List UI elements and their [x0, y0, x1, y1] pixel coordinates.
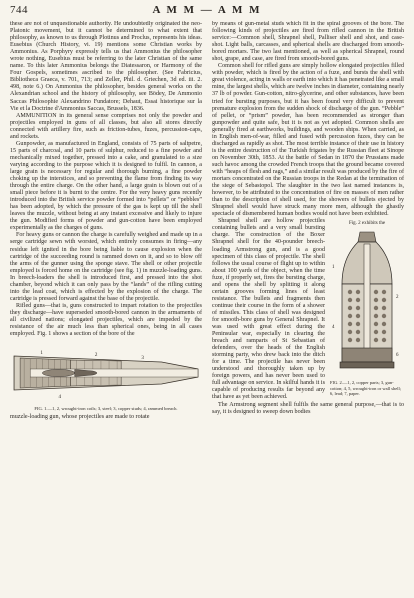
figure-2-shrapnel-shell: [330, 220, 404, 396]
shrapnel-shell-illustration: [330, 228, 404, 378]
svg-text:4: 4: [58, 395, 62, 401]
right-column: [212, 21, 404, 596]
svg-text:3: 3: [141, 356, 144, 362]
page-header: [10, 4, 404, 17]
figure-1-gun-section: [10, 342, 202, 404]
paragraph: The Armstrong segment shell fulfils the same general purpose,—that is to say, it is designed to sweep down bodies: [212, 401, 404, 415]
figure-2-caption: FIG. 2.—1, 2, copper parts; 3, gun-cotton; 4, 5, wrought-iron or wall shell; 6, lead; 7, paper.: [330, 380, 401, 396]
text-columns: [10, 21, 404, 596]
paragraph: muzzle-loading gun, whose projectiles are made to rotate: [10, 413, 150, 420]
paragraph: AMMUNITION in its general sense comprises not only the powder and projectiles employed in guns of all classes, but also all stores directly connected with artillery fire, such as friction-tubes, fuzes, percussion-caps, and rockets.: [10, 112, 202, 140]
running-title: A M M — A M M: [152, 4, 262, 16]
figure-1-caption: FIG. 1.—1, 2, wrought-iron coils; 3, steel; 3, copper studs; 4, rammed breach.: [34, 406, 178, 412]
paragraph: these are not of unquestionable authority. He undoubtedly originated the neo-Platonic movement, but it cannot be determined to what extent that philosophy, as known to us through Plotinus and Proclus, represents his ideas. Eusebius (Church History, vi. 19) mentions some Christian works by Ammonius. As Porphyry expressly tells us that Ammonius the philosopher wrote nothing, Eusebius must be referring to the later Christian of the same name. To this later Ammonius belongs the Diatessaron, or Harmony of the Four Gospels, sometimes ascribed to the philosopher. (See Fabricius, Bibliotheca Graeca, v. 701, 713; and Zeller, Phil. d. Griechen, 3d ed. iii. 2. 498, note 6.) On Ammonius the philosopher, besides general works on the Alexandrian school and the history of philosophy, see Bödey, De Ammonio Saccas Philosophie Alexandrino Fundatore; Dehaut, Essai historique sur la Vie et la Doctrine d'Ammonius Saccas, Brussels, 1836.: [10, 21, 202, 112]
gun-section-illustration: [10, 342, 202, 404]
svg-text:1: 1: [40, 351, 43, 357]
svg-text:6: 6: [396, 353, 399, 359]
paragraph: Rifled guns—that is, guns constructed to impart rotation to the projectiles they discharge—have superseded smooth-bored cannon in the armaments of all civilized nations; elongated projectiles, which are impeded by the resistance of the air much less than spherical ones, being in all cases employed. Fig. 1 shows a section of the bore of the: [10, 302, 202, 338]
svg-text:2: 2: [94, 353, 98, 359]
svg-text:2: 2: [396, 295, 399, 301]
paragraph: Shrapnel shell are hollow projectiles containing bullets and a very small bursting charge. The construction of the Boxer Shrapnel shell for the 40-pounder breech-loading Armstrong gun, and is a good specimen of this class of projectile. The shell follows the usual course of flight up to within about 100 yards of the object, when the time fuze, if properly set, fires the bursting charge, and opens the shell by splitting it along certain grooves forming lines of least resistance. The bullets and fragments then continue their course in the form of a shower of missiles. This class of shell was designed for smooth-bore guns by General Shrapnel. It was used with great effect during the Peninsular war, especially in clearing the breach and ramparts of St Sebastian of defenders, over the heads of the English storming party, who drew back into the ditch for a time. The projectile has never been understood and thoroughly taken up by foreign powers, and has never been used to full advantage on service. In skilful hands it is capable of producing results far beyond any that have as yet been achieved.: [212, 218, 325, 401]
svg-text:1: 1: [332, 265, 335, 271]
svg-text:4: 4: [332, 325, 335, 331]
paragraph: by means of gun-metal studs which fit in the spiral grooves of the bore. The following kinds of projectiles are fired from rifled cannon in the British service:—Common shell, Shrapnel shell, Palliser shell and shot, and case-shot. Light balls, carcasses, and spherical shells are discharged from smooth-bored mortars. The two last mentioned, as well as spherical Shrapnel, round shot, grape, and case, are fired from smooth-bored guns.: [212, 21, 404, 63]
paragraph: For heavy guns or cannon the charge is carefully weighed and made up in a serge cartridge sewn with worsted, which entirely consumes in firing—any residue left ignited in the bore being liable to cause explosion when the cartridge of the succeeding round is rammed down on it, and so to blow off the arms of the gunner using the sponge stave. The shell or other projectile employed is forced home on the cartridge (see fig. 1) in muzzle-loading guns. In breech-loaders the shell is introduced first, and pressed into the shot chamber, beyond which it can only pass by the “lands” of the rifling cutting into the lead coat, which is effected by the explosion of the charge. The cartridge is pressed forward against the base of the projectile.: [10, 232, 202, 302]
paragraph: Common shell for rifled guns are simply hollow elongated projectiles filled with powder, which is fired by the action of a fuze, and bursts the shell with great violence, acting in walls or earth into which it has penetrated like a small mine, the largest shells, which are twelve inches in diameter, containing nearly 37 lb of powder. Gun-cotton, nitro-glycerine, and other substances, have been tried for bursting purposes, but it has been found very difficult to prevent premature explosion from the sudden shock of discharge of the gun. “Pebble” of pellet, or “prism” powder, has been recommended as stronger than gunpowder and quite safe, but it is not as yet adopted. Common shells are generally fired at earthworks, buildings, and wooden ships. When carried, as in English men-of-war, filled and fused with percussion fuzes, they can be discharged as rapidly as shot. The most terrible instance of their use in history is the entire destruction of the Turkish frigates by the Russian fleet at Sinope on November 30th, 1853. At the battle of Sedan in 1870 the Prussians made such havoc among the crowded French troops that the ground became covered with “heaps of flesh and rags,” and a similar result was produced by the fire of mortars concentrated on the Russian troops in the Redan at the termination of the siege of Sebastopol. The slaughter in the two last named instances is, however, to be attributed to the concentration of fire on masses of men rather than to the description of shell used, for the showers of bullets ejected by Shrapnel shell would have struck many more men, although the ghastly spectacle of dismembered human bodies would not have been exhibited.: [212, 63, 404, 218]
left-column: [10, 21, 202, 596]
paragraph: Gunpowder, as manufactured in England, consists of 75 parts of saltpetre, 15 parts of charcoal, and 10 parts of sulphur, reduced to a fine powder and mechanically mixed together, pressed into a cake, and granulated to a size varying according to the purpose which it is designed to fulfil. In cannon, a large grain is necessary for regular and thorough burning, a fine powder choking up the interstices, and so preventing the flame from finding its way through the entire charge. On the other hand, a large grain is blown out of a small piece before it is burnt to the centre. For the very heavy guns recently introduced into the British service powder formed into “pellets” or “pebbles” has been adopted, by which the pressure of the gas is kept up till the shell leaves the muzzle, without being at any instant excessive and likely to injure the gun. Modified forms of powder and gun-cotton have been employed experimentally as the charges of guns.: [10, 140, 202, 232]
figure-2-label: Fig. 2 exhibits the: [348, 221, 386, 227]
page-number: 744: [10, 4, 28, 16]
